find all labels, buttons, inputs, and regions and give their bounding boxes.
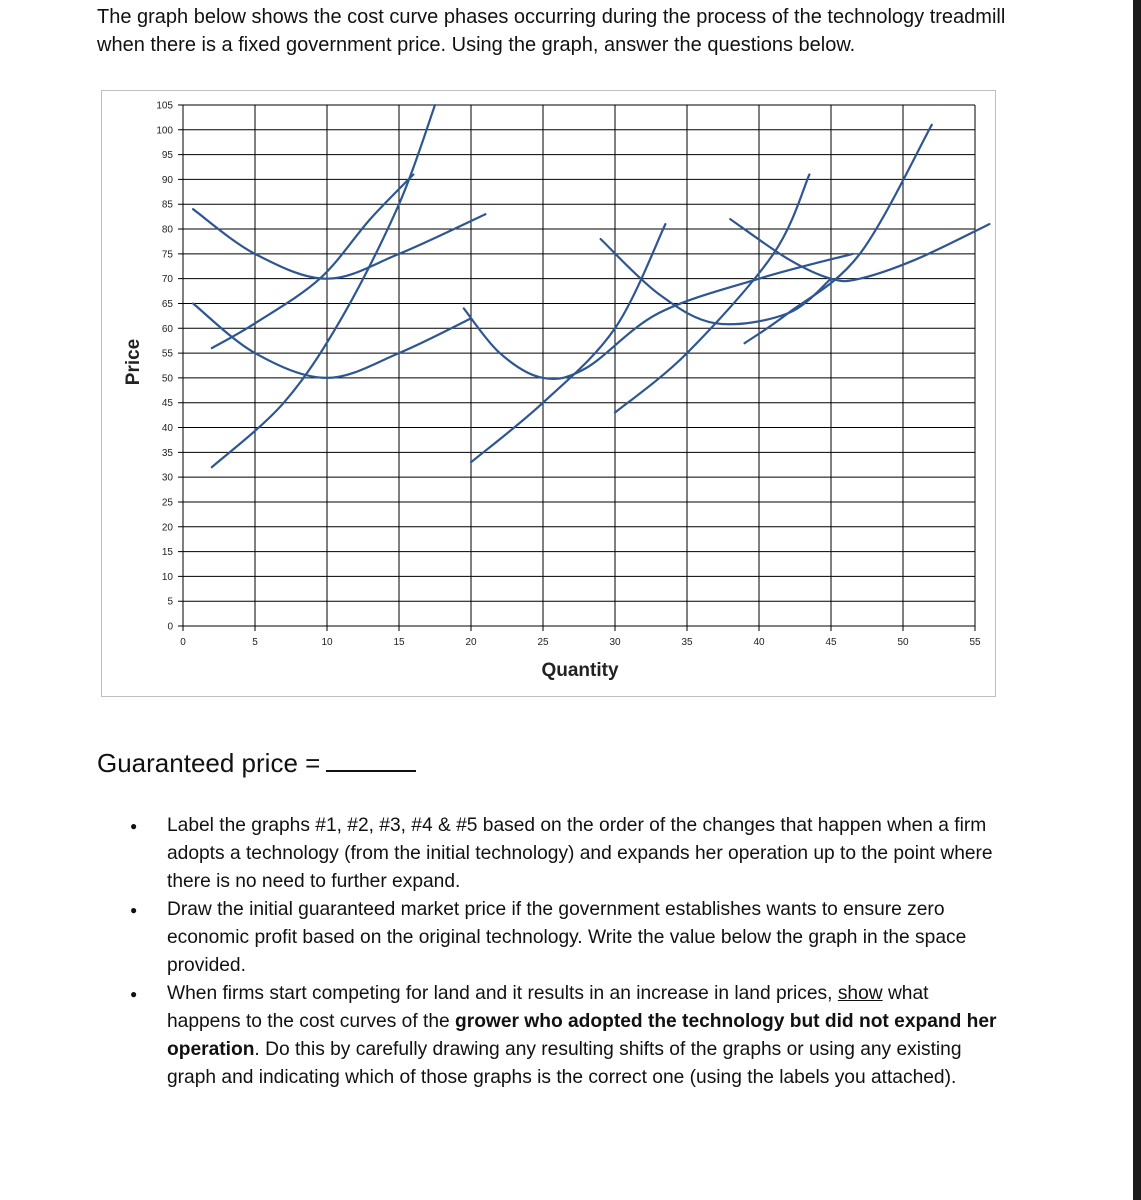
cost-curve [601,239,831,324]
x-tick-label: 25 [537,637,549,648]
y-tick-label: 100 [156,125,173,137]
y-tick-label: 105 [156,100,173,112]
cost-curve [193,209,485,279]
y-tick-label: 95 [161,150,173,162]
scrollbar[interactable] [1133,0,1141,1200]
y-tick-label: 90 [161,174,173,186]
instruction-text: When firms start competing for land and it results in an increase in land prices, [167,983,838,1004]
x-tick-label: 20 [465,637,477,648]
y-tick-label: 65 [161,298,173,310]
tick-labels [156,101,981,649]
cost-curve [464,254,853,379]
cost-curve-chart [102,91,997,698]
x-axis-label: Quantity [541,660,619,681]
y-tick-label: 15 [161,547,173,559]
y-tick-label: 50 [161,373,173,385]
x-tick-label: 50 [897,637,909,648]
y-tick-label: 45 [161,398,173,410]
instruction-item [120,812,1000,896]
y-tick-label: 60 [161,323,173,335]
y-tick-label: 5 [167,596,173,608]
y-tick-label: 0 [167,621,173,633]
guaranteed-price-line [97,748,416,779]
x-tick-label: 0 [180,637,186,648]
instruction-text: Label the graphs #1, #2, #3, #4 & #5 based on the order of the changes that happen when a firm adopts a technology (from the initial technology) and expands her operation up to the point where there is no need to further expand. [167,815,993,892]
chart-frame [101,90,996,697]
instruction-text: Draw the initial guaranteed market price if the government establishes wants to ensure zero economic profit based on the original technology. Write the value below the graph in the space provided. [167,899,967,976]
grid [178,105,975,631]
curves [193,105,989,467]
y-tick-label: 20 [161,522,173,534]
y-tick-label: 80 [161,224,173,236]
x-tick-label: 15 [393,637,405,648]
y-tick-label: 25 [161,497,173,509]
cost-curve [193,304,471,378]
instruction-item [120,980,1000,1092]
y-tick-label: 35 [161,447,173,459]
x-tick-label: 45 [825,637,837,648]
bold-emphasis: grower who adopted the technology but did not expand her operation [167,1011,997,1060]
y-tick-label: 70 [161,274,173,286]
x-tick-label: 55 [969,637,981,648]
instruction-item [120,896,1000,980]
cost-curve [745,125,932,343]
instructions-list [120,812,1000,1092]
underlined-show: show [837,983,883,1004]
y-axis-label: Price [123,338,144,386]
y-tick-label: 40 [161,423,173,435]
cost-curve [212,105,435,467]
x-tick-label: 5 [252,637,258,648]
guaranteed-price-label: Guaranteed price = [97,748,321,778]
cost-curve [471,224,665,462]
y-tick-label: 75 [161,249,173,261]
y-tick-label: 55 [161,348,173,360]
y-tick-label: 30 [161,472,173,484]
x-tick-label: 35 [681,637,693,648]
answer-blank[interactable] [326,750,416,772]
cost-curve [730,219,989,281]
x-tick-label: 40 [753,637,765,648]
intro-text: The graph below shows the cost curve phases occurring during the process of the technology treadmill when there is a fixed government price. Using the graph, answer the questions below. [97,6,1006,56]
y-tick-label: 10 [161,571,173,583]
instruction-text: . Do this by carefully drawing any resulting shifts of the graphs or using any existing graph and indicating which of those graphs is the correct one (using the labels you attached). [167,1039,962,1088]
y-tick-label: 85 [161,199,173,211]
x-tick-label: 10 [321,637,333,648]
x-tick-label: 30 [609,637,621,648]
instruction-text: what happens to the cost curves of the [167,983,929,1032]
